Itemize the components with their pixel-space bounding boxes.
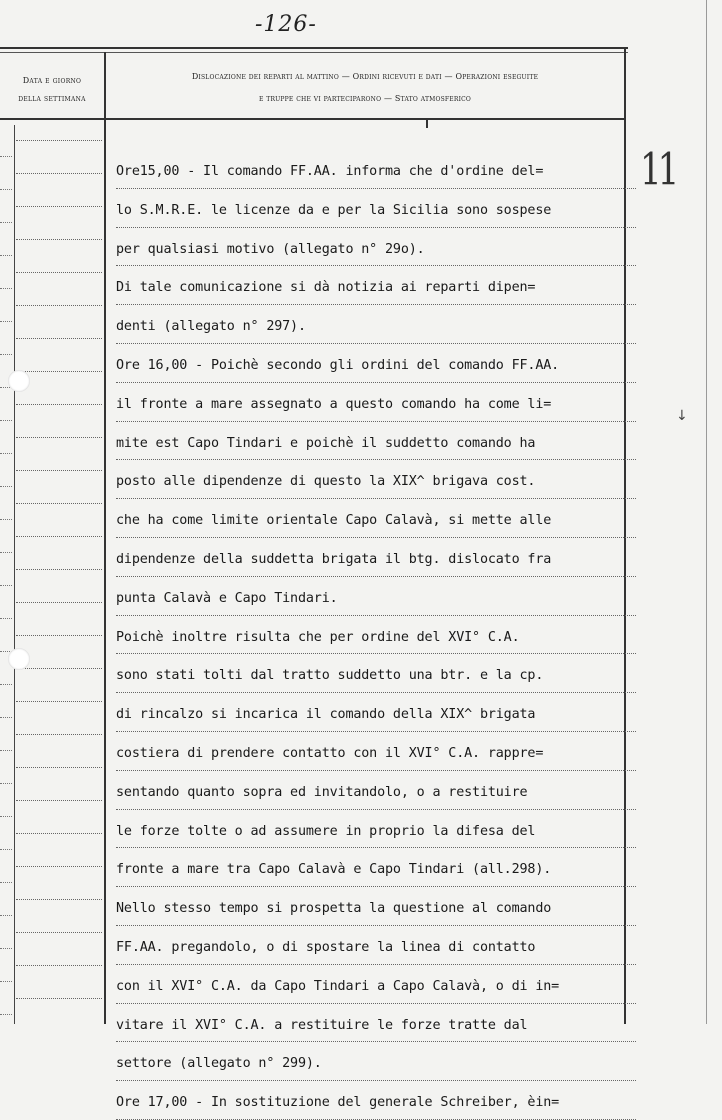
date-column-header — [0, 72, 104, 108]
margin-rule — [0, 717, 12, 718]
column-divider — [104, 52, 106, 1024]
body-line: di rincalzo si incarica il comando della XIX^ brigata — [116, 693, 636, 732]
margin-rule — [0, 552, 12, 553]
body-line: con il XVI° C.A. da Capo Tindari a Capo Calavà, o di in= — [116, 965, 636, 1004]
margin-rule — [0, 189, 12, 190]
typed-entry-text — [116, 150, 636, 1120]
margin-rule — [0, 750, 12, 751]
date-column-rule — [16, 536, 102, 537]
margin-rule — [0, 156, 12, 157]
punch-hole-top — [8, 370, 30, 392]
margin-rule — [0, 981, 12, 982]
date-column-rule — [16, 239, 102, 240]
body-line: posto alle dipendenze di questo la XIX^ brigava cost. — [116, 460, 636, 499]
date-column-rule — [16, 932, 102, 933]
margin-rule — [0, 948, 12, 949]
margin-rule — [0, 255, 12, 256]
margin-rule — [0, 288, 12, 289]
date-column-margin-line — [14, 125, 15, 1024]
date-column-rule — [16, 338, 102, 339]
punch-hole-bottom — [8, 648, 30, 670]
frame-top-border — [0, 47, 628, 49]
body-line: Nello stesso tempo si prospetta la questione al comando — [116, 887, 636, 926]
date-column-rule — [16, 371, 102, 372]
margin-rule — [0, 321, 12, 322]
date-column-rule — [16, 899, 102, 900]
date-column-rule — [16, 767, 102, 768]
margin-rule — [0, 816, 12, 817]
operations-column-header — [106, 66, 624, 110]
date-column-rule — [16, 173, 102, 174]
date-column-rule — [16, 833, 102, 834]
body-line: mite est Capo Tindari e poichè il suddetto comando ha — [116, 422, 636, 461]
body-line: che ha come limite orientale Capo Calavà, si mette alle — [116, 499, 636, 538]
date-column-rule — [16, 206, 102, 207]
body-line: costiera di prendere contatto con il XVI° C.A. rappre= — [116, 732, 636, 771]
date-column-rule — [16, 800, 102, 801]
date-column-rule — [16, 701, 102, 702]
margin-rule — [0, 420, 12, 421]
header-tick — [426, 120, 428, 128]
date-column-rule — [16, 668, 102, 669]
body-line: sono stati tolti dal tratto suddetto una btr. e la cp. — [116, 654, 636, 693]
margin-rule — [0, 882, 12, 883]
body-line: lo S.M.R.E. le licenze da e per la Sicilia sono sospese — [116, 189, 636, 228]
body-line: Di tale comunicazione si dà notizia ai reparti dipen= — [116, 266, 636, 305]
margin-rule — [0, 1014, 12, 1015]
date-header-line2: della settimana — [18, 94, 86, 103]
header-bottom-border-right — [104, 118, 626, 120]
margin-rule — [0, 585, 12, 586]
margin-rule — [0, 354, 12, 355]
date-column-rule — [16, 140, 102, 141]
body-line: vitare il XVI° C.A. a restituire le forze tratte dal — [116, 1004, 636, 1043]
date-column-rule — [16, 635, 102, 636]
body-line: dipendenze della suddetta brigata il btg. dislocato fra — [116, 538, 636, 577]
margin-rule — [0, 849, 12, 850]
frame-top-inner-border — [0, 52, 628, 53]
margin-tick-mark: ↓ — [676, 408, 688, 424]
date-column-rule — [16, 734, 102, 735]
date-column-rule — [16, 965, 102, 966]
body-line: per qualsiasi motivo (allegato n° 29o). — [116, 228, 636, 267]
body-line: denti (allegato n° 297). — [116, 305, 636, 344]
margin-rule — [0, 618, 12, 619]
date-column-rule — [16, 404, 102, 405]
margin-rule — [0, 486, 12, 487]
margin-rule — [0, 783, 12, 784]
body-line: Ore15,00 - Il comando FF.AA. informa che d'ordine del= — [116, 150, 636, 189]
margin-rule — [0, 915, 12, 916]
body-line: Ore 17,00 - In sostituzione del generale Schreiber, èin= — [116, 1081, 636, 1120]
page-number: -126- — [255, 12, 317, 37]
margin-rule — [0, 519, 12, 520]
body-line: sentando quanto sopra ed invitandolo, o a restituire — [116, 771, 636, 810]
date-header-line1: Data e giorno — [22, 76, 82, 85]
margin-rule — [0, 453, 12, 454]
date-column-rule — [16, 998, 102, 999]
margin-rule — [0, 222, 12, 223]
body-line: FF.AA. pregandolo, o di spostare la linea di contatto — [116, 926, 636, 965]
operations-header-line1: Dislocazione dei reparti al mattino — Ordini ricevuti e dati — Operazioni eseguite — [191, 72, 539, 81]
date-column-rule — [16, 602, 102, 603]
body-line: Ore 16,00 - Poichè secondo gli ordini del comando FF.AA. — [116, 344, 636, 383]
margin-annotation: 11 — [640, 144, 676, 196]
body-line: Poichè inoltre risulta che per ordine del XVI° C.A. — [116, 616, 636, 655]
date-column-rule — [16, 503, 102, 504]
date-column-rule — [16, 866, 102, 867]
body-line: punta Calavà e Capo Tindari. — [116, 577, 636, 616]
body-line: le forze tolte o ad assumere in proprio la difesa del — [116, 810, 636, 849]
body-line: il fronte a mare assegnato a questo comando ha come li= — [116, 383, 636, 422]
operations-header-line2: e truppe che vi parteciparono — Stato atmosferico — [258, 94, 472, 103]
date-column-rule — [16, 470, 102, 471]
body-line: fronte a mare tra Capo Calavà e Capo Tindari (all.298). — [116, 848, 636, 887]
page-edge — [706, 0, 707, 1024]
date-column-rule — [16, 305, 102, 306]
date-column-rule — [16, 437, 102, 438]
date-column-rule — [16, 569, 102, 570]
body-line: settore (allegato n° 299). — [116, 1042, 636, 1081]
date-column-rule — [16, 272, 102, 273]
margin-rule — [0, 684, 12, 685]
header-bottom-border-left — [0, 118, 104, 120]
